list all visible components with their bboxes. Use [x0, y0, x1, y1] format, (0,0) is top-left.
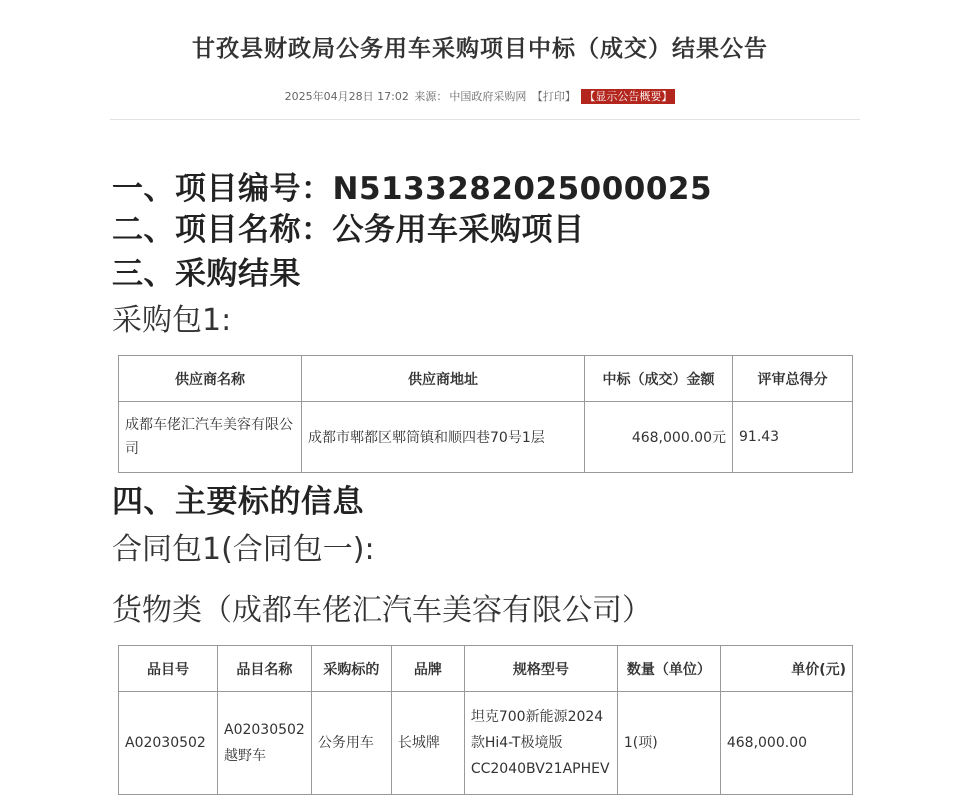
- table-header-row: [119, 356, 853, 402]
- project-name-heading: 二、项目名称：公务用车采购项目: [112, 212, 585, 248]
- page-title: 甘孜县财政局公务用车采购项目中标（成交）结果公告: [192, 36, 768, 62]
- result-heading: 三、采购结果: [112, 256, 301, 292]
- column-header: 数量（单位）: [617, 646, 720, 692]
- model-cell: [464, 692, 617, 795]
- column-header: 单价(元): [720, 646, 852, 692]
- model-line: CC2040BV21APHEV: [470, 761, 610, 777]
- supplier-address-cell: 成都市郫都区郫筒镇和顺四巷70号1层: [302, 402, 585, 473]
- column-header: 规格型号: [464, 646, 617, 692]
- divider: [110, 119, 860, 120]
- package-label: 采购包1:: [112, 303, 232, 338]
- column-header: 采购标的: [311, 646, 391, 692]
- table-row: [119, 402, 853, 473]
- table-header-row: [119, 646, 853, 692]
- goods-category-label: 货物类（成都车佬汇汽车美容有限公司）: [112, 593, 652, 628]
- column-header: 品目号: [119, 646, 218, 692]
- item-number-cell: A02030502: [119, 692, 218, 795]
- column-header: 供应商名称: [119, 356, 302, 402]
- meta-line: [0, 88, 960, 104]
- unit-price-cell: 468,000.00: [720, 692, 852, 795]
- brand-cell: 长城牌: [391, 692, 464, 795]
- model-line: 坦克700新能源2024: [470, 709, 604, 725]
- column-header: 供应商地址: [302, 356, 585, 402]
- score-cell: 91.43: [733, 402, 853, 473]
- publish-date: 2025年04月28日 17:02: [284, 90, 409, 103]
- column-header: 品牌: [391, 646, 464, 692]
- goods-table: [118, 645, 853, 795]
- item-name-code: A02030502: [224, 722, 305, 738]
- main-info-heading: 四、主要标的信息: [112, 484, 364, 520]
- print-link[interactable]: 【打印】: [531, 90, 576, 103]
- source-link[interactable]: 中国政府采购网: [449, 90, 527, 103]
- column-header: 评审总得分: [733, 356, 853, 402]
- item-name-cell: [218, 692, 312, 795]
- column-header: 中标（成交）金额: [585, 356, 733, 402]
- model-line: 款Hi4-T极境版: [470, 735, 563, 751]
- quantity-cell: 1(项): [617, 692, 720, 795]
- amount-cell: 468,000.00元: [585, 402, 733, 473]
- subject-cell: 公务用车: [311, 692, 391, 795]
- result-table: [118, 355, 853, 473]
- supplier-name-cell: 成都车佬汇汽车美容有限公司: [119, 402, 302, 473]
- table-row: [119, 692, 853, 795]
- summary-toggle-button[interactable]: 【显示公告概要】: [581, 89, 675, 104]
- project-number-heading: 一、项目编号：N5133282025000025: [112, 171, 713, 207]
- source-label: 来源：: [414, 90, 448, 103]
- item-name-text: 越野车: [224, 748, 266, 764]
- contract-package-label: 合同包1(合同包一):: [112, 532, 375, 567]
- column-header: 品目名称: [218, 646, 312, 692]
